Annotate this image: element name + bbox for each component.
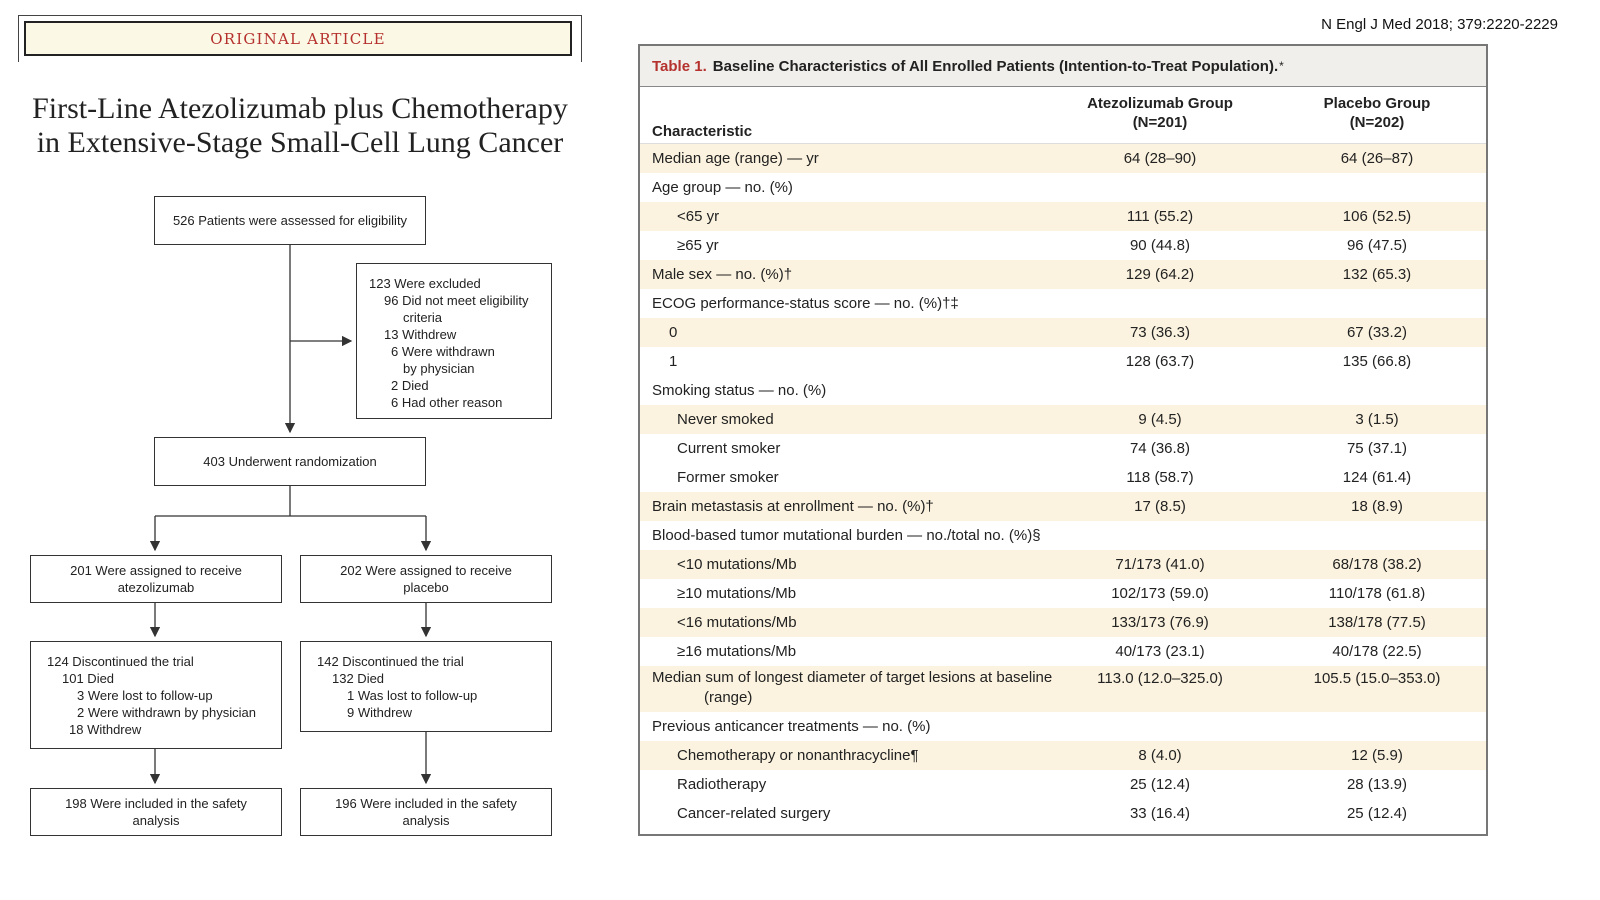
article-type-banner: ORIGINAL ARTICLE (24, 21, 572, 56)
article-panel (0, 0, 600, 900)
table-row (640, 770, 1486, 799)
atezo-discontinued-line: 124 Discontinued the trial (47, 654, 194, 669)
row-label-text: Male sex — no. (%)† (652, 265, 793, 283)
table-caption-text: Baseline Characteristics of All Enrolled Patients (Intention-to-Treat Population). (712, 57, 1279, 75)
header-atezo-line-2: (N=201) (1132, 114, 1188, 131)
randomization-text: 403 Underwent randomization (203, 454, 377, 469)
row-label (677, 207, 1087, 227)
table-row (640, 405, 1486, 434)
row-label (677, 775, 1087, 795)
placebo-assigned-box (300, 555, 552, 603)
row-label (677, 410, 1087, 430)
table-caption (640, 46, 1486, 87)
consort-flow-diagram (0, 0, 600, 900)
atezolizumab-value: 73 (36.3) (1129, 324, 1191, 341)
atezo-assigned-line: atezolizumab (117, 580, 195, 595)
placebo-value: 75 (37.1) (1346, 440, 1408, 457)
atezolizumab-value: 64 (28–90) (1123, 150, 1197, 167)
placebo-discontinued-line: 1 Was lost to follow-up (347, 688, 478, 703)
table-row (640, 202, 1486, 231)
table-row (640, 289, 1486, 318)
row-label-text: Never smoked (677, 410, 774, 428)
caption-footnote-mark: * (1279, 59, 1284, 73)
placebo-value: 105.5 (15.0–353.0) (1313, 670, 1441, 687)
table-row (640, 318, 1486, 347)
placebo-discontinued-box (300, 641, 552, 732)
row-label-text: <16 mutations/Mb (677, 613, 797, 631)
atezo-discontinued-line: 18 Withdrew (69, 722, 142, 737)
excluded-line: 123 Were excluded (369, 276, 481, 291)
atezolizumab-value: 9 (4.5) (1138, 411, 1182, 428)
atezolizumab-value: 133/173 (76.9) (1111, 614, 1209, 631)
excluded-line: 96 Did not meet eligibility (384, 293, 529, 308)
row-label-text: Radiotherapy (677, 775, 767, 793)
placebo-value: 67 (33.2) (1346, 324, 1408, 341)
row-label-continuation: (range) (704, 689, 753, 706)
placebo-value: 96 (47.5) (1346, 237, 1408, 254)
table-row (640, 492, 1486, 521)
randomization-box (154, 437, 426, 486)
atezo-discontinued-line: 101 Died (62, 671, 115, 686)
table-row (640, 608, 1486, 637)
table-body (640, 144, 1486, 828)
placebo-value: 138/178 (77.5) (1328, 614, 1426, 631)
row-label-text: Median age (range) — yr (652, 149, 819, 167)
row-label-text: Blood-based tumor mutational burden — no./total no. (%)§ (652, 526, 1041, 544)
table-row (640, 434, 1486, 463)
table-row (640, 231, 1486, 260)
excluded-line: by physician (403, 361, 475, 376)
atezo-discontinued-line: 2 Were withdrawn by physician (77, 705, 256, 720)
placebo-discontinued-line: 142 Discontinued the trial (317, 654, 464, 669)
header-placebo-group (1267, 94, 1487, 132)
atezolizumab-value: 102/173 (59.0) (1111, 585, 1209, 602)
table-row (640, 550, 1486, 579)
atezolizumab-value: 8 (4.0) (1138, 747, 1182, 764)
atezolizumab-value: 129 (64.2) (1125, 266, 1195, 283)
excluded-line: 6 Had other reason (391, 395, 503, 410)
row-label-text: Brain metastasis at enrollment — no. (%)† (652, 497, 934, 515)
atezolizumab-value: 40/173 (23.1) (1115, 643, 1205, 660)
row-label (677, 804, 1087, 824)
row-label-text: <10 mutations/Mb (677, 555, 797, 573)
row-label (677, 468, 1087, 488)
placebo-value: 3 (1.5) (1355, 411, 1399, 428)
atezo-discontinued-box (30, 641, 282, 749)
header-characteristic: Characteristic (652, 123, 753, 140)
atezolizumab-value: 128 (63.7) (1125, 353, 1195, 370)
table-row (640, 173, 1486, 202)
header-atezo-line-1: Atezolizumab Group (1087, 95, 1233, 112)
row-label (669, 323, 1079, 343)
atezo-discontinued-line: 3 Were lost to follow-up (77, 688, 213, 703)
row-label-text: Chemotherapy or nonanthracycline¶ (677, 746, 919, 764)
row-label-text: ≥16 mutations/Mb (677, 642, 797, 660)
citation: N Engl J Med 2018; 379:2220-2229 (1321, 16, 1558, 33)
atezolizumab-value: 17 (8.5) (1134, 498, 1186, 515)
atezolizumab-value: 33 (16.4) (1129, 805, 1191, 822)
row-label (652, 497, 1062, 517)
atezolizumab-value: 74 (36.8) (1129, 440, 1191, 457)
row-label (652, 381, 1062, 401)
row-label (652, 149, 1062, 169)
placebo-value: 12 (5.9) (1351, 747, 1403, 764)
placebo-value: 106 (52.5) (1342, 208, 1412, 225)
header-atezolizumab-group (1050, 94, 1270, 132)
row-label (677, 746, 1087, 766)
table-row (640, 144, 1486, 173)
placebo-safety-box (300, 788, 552, 836)
table-row (640, 260, 1486, 289)
article-title-line-2: in Extensive-Stage Small-Cell Lung Cancer (36, 126, 564, 159)
excluded-line: 13 Withdrew (384, 327, 457, 342)
excluded-line: 2 Died (391, 378, 429, 393)
placebo-discontinued-line: 132 Died (332, 671, 385, 686)
assessed-box (154, 196, 426, 245)
table-number: Table 1. (652, 57, 707, 75)
row-label-text: Former smoker (677, 468, 779, 486)
row-label (652, 717, 1062, 737)
table-row (640, 521, 1486, 550)
table-row (640, 666, 1486, 712)
table-row (640, 376, 1486, 405)
table-row (640, 712, 1486, 741)
table-row (640, 741, 1486, 770)
table-header (640, 87, 1486, 144)
row-label (677, 439, 1087, 459)
article-title-line-1: First-Line Atezolizumab plus Chemotherapy (32, 92, 568, 125)
assessed-text: 526 Patients were assessed for eligibility (172, 213, 408, 228)
row-label-text: 0 (669, 323, 678, 341)
table-row (640, 579, 1486, 608)
row-label (677, 584, 1087, 604)
atezo-assigned-line: 201 Were assigned to receive (70, 563, 242, 578)
row-label-text: Median sum of longest diameter of target lesions at baseline (652, 669, 1053, 686)
atezo-assigned-box (30, 555, 282, 603)
row-label-text: <65 yr (677, 207, 720, 225)
placebo-assigned-line: 202 Were assigned to receive (340, 563, 512, 578)
row-label (677, 642, 1087, 662)
row-label-text: 1 (669, 352, 678, 370)
excluded-box (356, 263, 552, 419)
row-label (652, 294, 1062, 314)
baseline-table (638, 44, 1488, 836)
placebo-value: 124 (61.4) (1342, 469, 1412, 486)
table-row (640, 463, 1486, 492)
row-label (677, 236, 1087, 256)
placebo-value: 28 (13.9) (1346, 776, 1408, 793)
placebo-value: 40/178 (22.5) (1332, 643, 1422, 660)
placebo-value: 64 (26–87) (1340, 150, 1414, 167)
row-label-text: Smoking status — no. (%) (652, 381, 827, 399)
atezolizumab-value: 118 (58.7) (1126, 469, 1194, 486)
placebo-assigned-line: placebo (403, 580, 449, 595)
placebo-discontinued-line: 9 Withdrew (347, 705, 413, 720)
placebo-safety-line: 196 Were included in the safety (335, 796, 517, 811)
header-placebo-line-2: (N=202) (1349, 114, 1405, 131)
placebo-value: 135 (66.8) (1342, 353, 1412, 370)
row-label (677, 555, 1087, 575)
row-label-text: Age group — no. (%) (652, 178, 793, 196)
row-label-text: ≥10 mutations/Mb (677, 584, 797, 602)
row-label-text: Previous anticancer treatments — no. (%) (652, 717, 931, 735)
placebo-safety-line: analysis (402, 813, 450, 828)
atezolizumab-value: 90 (44.8) (1129, 237, 1191, 254)
row-label (652, 178, 1062, 198)
placebo-value: 132 (65.3) (1342, 266, 1412, 283)
table-row (640, 347, 1486, 376)
placebo-value: 110/178 (61.8) (1328, 585, 1426, 602)
atezolizumab-value: 71/173 (41.0) (1115, 556, 1205, 573)
header-placebo-line-1: Placebo Group (1323, 95, 1431, 112)
placebo-value: 25 (12.4) (1346, 805, 1408, 822)
row-label (677, 613, 1087, 633)
row-label (669, 352, 1079, 372)
row-label-text: Cancer-related surgery (677, 804, 831, 822)
placebo-value: 18 (8.9) (1351, 498, 1403, 515)
excluded-line: criteria (403, 310, 443, 325)
placebo-value: 68/178 (38.2) (1332, 556, 1422, 573)
atezolizumab-value: 111 (55.2) (1126, 208, 1194, 225)
table-row (640, 637, 1486, 666)
atezo-safety-line: 198 Were included in the safety (65, 796, 247, 811)
row-label-text: ECOG performance-status score — no. (%)†‡ (652, 294, 959, 312)
atezolizumab-value: 113.0 (12.0–325.0) (1097, 670, 1223, 687)
table-row (640, 799, 1486, 828)
atezo-safety-box (30, 788, 282, 836)
row-label (652, 668, 1062, 708)
row-label-text: Current smoker (677, 439, 781, 457)
atezolizumab-value: 25 (12.4) (1129, 776, 1191, 793)
row-label-text: ≥65 yr (677, 236, 719, 254)
excluded-line: 6 Were withdrawn (391, 344, 495, 359)
atezo-safety-line: analysis (132, 813, 180, 828)
row-label (652, 526, 1062, 546)
row-label (652, 265, 1062, 285)
